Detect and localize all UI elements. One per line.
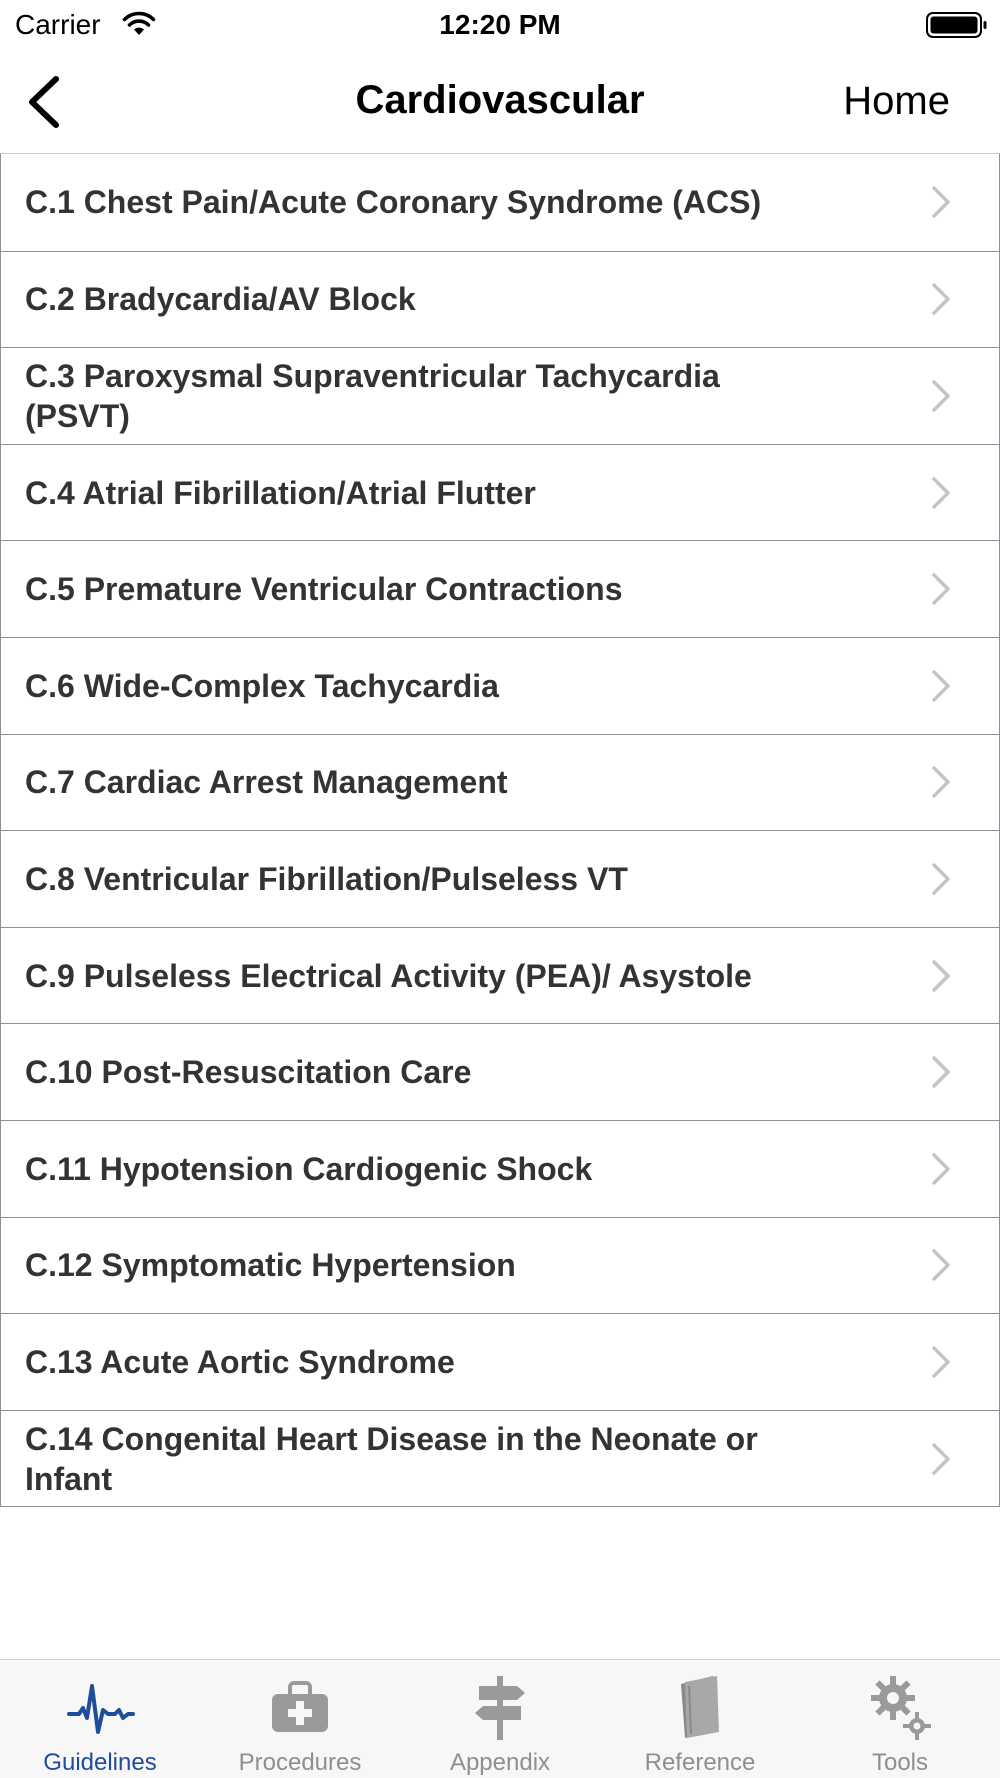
chevron-right-icon <box>931 185 951 219</box>
chevron-right-icon <box>931 959 951 993</box>
home-button[interactable]: Home <box>843 79 950 123</box>
gear-icon <box>865 1672 935 1742</box>
list-item[interactable] <box>0 637 1000 734</box>
signpost-icon <box>465 1672 535 1742</box>
book-icon <box>665 1672 735 1742</box>
chevron-right-icon <box>931 862 951 896</box>
list-item-label: C.12 Symptomatic Hypertension <box>25 1247 516 1284</box>
list-item-label: C.13 Acute Aortic Syndrome <box>25 1343 455 1380</box>
list-item-label: C.10 Post-Resuscitation Care <box>25 1054 472 1091</box>
list-item[interactable] <box>0 154 1000 251</box>
tab-label: Reference <box>644 1749 756 1776</box>
chevron-right-icon <box>931 1345 951 1379</box>
tab-label: Guidelines <box>43 1749 157 1776</box>
list-item-label: C.14 Congenital Heart Disease in the Neonate or Infant <box>25 1420 758 1497</box>
list-item[interactable] <box>0 830 1000 927</box>
list-item-label: C.2 Bradycardia/AV Block <box>25 281 416 318</box>
list-item-label: C.7 Cardiac Arrest Management <box>25 764 508 801</box>
heartbeat-icon <box>65 1672 135 1742</box>
list-item[interactable] <box>0 540 1000 637</box>
list-item-label: C.11 Hypotension Cardiogenic Shock <box>25 1150 593 1187</box>
tab-bar <box>0 1659 1000 1778</box>
list-item[interactable] <box>0 347 1000 444</box>
guideline-list <box>0 154 1000 1507</box>
list-item-label: C.6 Wide-Complex Tachycardia <box>25 667 499 704</box>
carrier-label: Carrier <box>15 9 101 40</box>
tab-tools[interactable] <box>800 1660 1000 1778</box>
medical-kit-icon <box>265 1672 335 1742</box>
list-item[interactable] <box>0 734 1000 831</box>
list-item[interactable] <box>0 1120 1000 1217</box>
status-time: 12:20 PM <box>439 9 561 40</box>
tab-appendix[interactable] <box>400 1660 600 1778</box>
tab-reference[interactable] <box>600 1660 800 1778</box>
chevron-right-icon <box>931 1442 951 1476</box>
chevron-right-icon <box>931 1248 951 1282</box>
list-item[interactable] <box>0 1410 1000 1507</box>
list-item[interactable] <box>0 251 1000 348</box>
list-item-label: C.9 Pulseless Electrical Activity (PEA)/ Asystole <box>25 957 752 994</box>
list-item[interactable] <box>0 1217 1000 1314</box>
tab-label: Tools <box>871 1749 929 1776</box>
list-item-label: C.8 Ventricular Fibrillation/Pulseless VT <box>25 860 628 897</box>
chevron-right-icon <box>931 476 951 510</box>
list-item[interactable] <box>0 927 1000 1024</box>
list-item-label: C.3 Paroxysmal Supraventricular Tachycardia (PSVT) <box>25 357 720 434</box>
tab-label: Procedures <box>238 1749 362 1776</box>
chevron-right-icon <box>931 669 951 703</box>
tab-label: Appendix <box>449 1749 551 1776</box>
list-item[interactable] <box>0 1313 1000 1410</box>
list-item-label: C.5 Premature Ventricular Contractions <box>25 571 623 608</box>
list-item-label: C.4 Atrial Fibrillation/Atrial Flutter <box>25 474 536 511</box>
tab-guidelines[interactable] <box>0 1660 200 1778</box>
chevron-right-icon <box>931 1152 951 1186</box>
status-bar <box>0 0 1000 50</box>
battery-icon <box>926 11 988 39</box>
chevron-right-icon <box>931 379 951 413</box>
list-item[interactable] <box>0 1023 1000 1120</box>
navigation-bar <box>0 50 1000 154</box>
page-title: Cardiovascular <box>355 78 645 122</box>
tab-procedures[interactable] <box>200 1660 400 1778</box>
list-item-label: C.1 Chest Pain/Acute Coronary Syndrome (ACS) <box>25 184 762 221</box>
list-item[interactable] <box>0 444 1000 541</box>
chevron-right-icon <box>931 765 951 799</box>
chevron-right-icon <box>931 572 951 606</box>
chevron-right-icon <box>931 1055 951 1089</box>
chevron-right-icon <box>931 282 951 316</box>
